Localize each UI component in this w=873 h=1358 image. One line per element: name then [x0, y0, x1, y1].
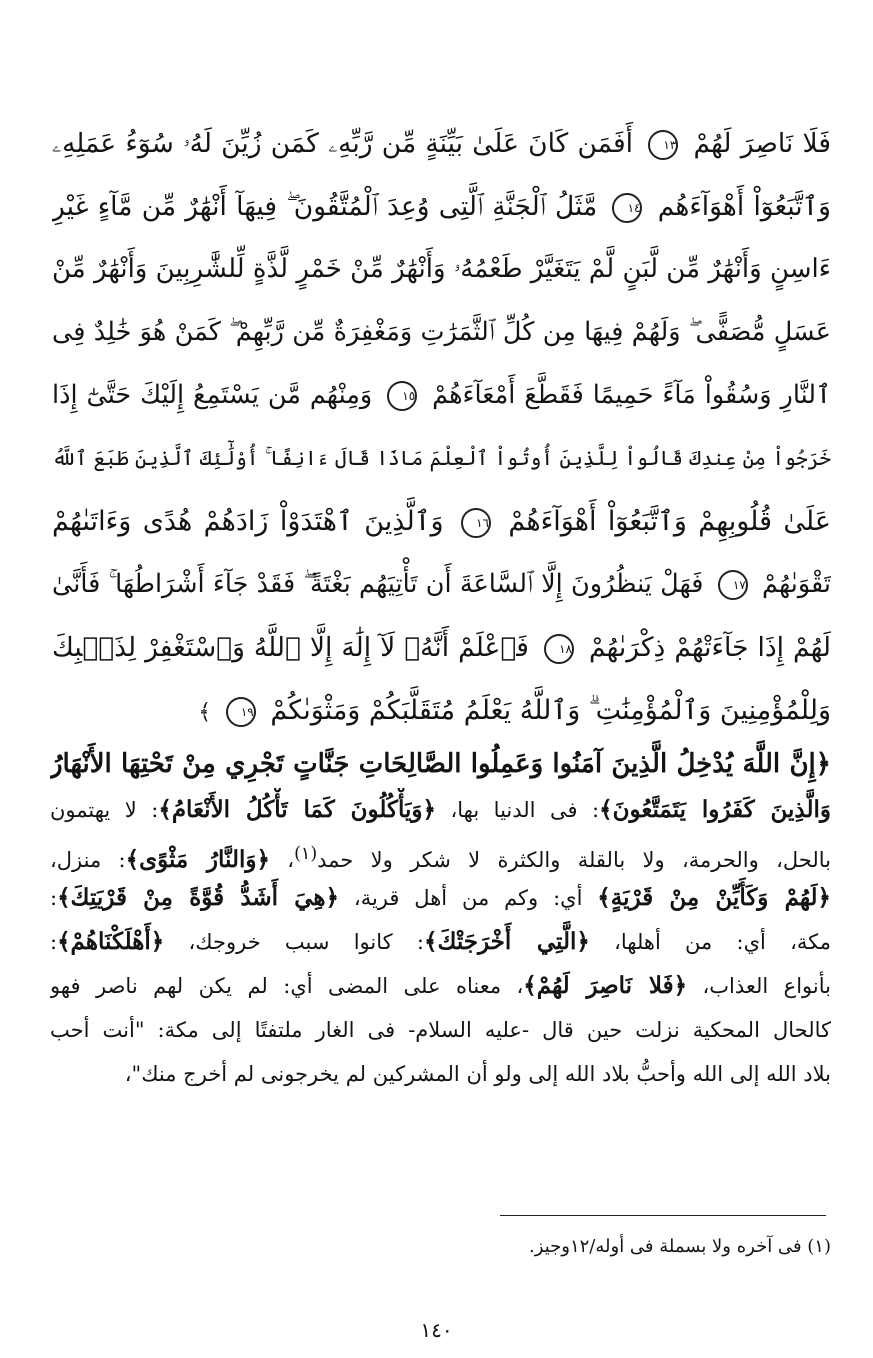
footnote-divider: [500, 1215, 826, 1216]
commentary-text: : كانوا سبب خروجك،: [188, 930, 424, 954]
quran-text-block: [52, 112, 831, 742]
quoted-verse: ﴿فَلا نَاصِرَ لَهُمْ﴾: [523, 972, 688, 999]
ayah-number-marker: ١٤: [612, 193, 642, 223]
verse-text: عَسَلٍ مُّصَفًّى ۖ وَلَهُمْ فِيهَا مِن كُلِّ ٱلثَّمَرَٰتِ وَمَغْفِرَةٌ مِّن رَّبِّهِمْ ۖ كَمَنْ هُوَ خَٰلِدٌ فِى: [52, 317, 831, 347]
commentary-text: ،: [287, 848, 295, 872]
ayah-number-marker: ١٨: [544, 634, 574, 664]
quoted-verse: ﴿هِيَ أَشَدُّ قُوَّةً مِنْ قَرْيَتِكَ﴾: [57, 884, 340, 911]
commentary-text: بأنواع العذاب،: [702, 974, 831, 998]
tafsir-line: [50, 740, 831, 788]
ayah-number-marker: ١٥: [387, 381, 417, 411]
tafsir-line: [50, 832, 831, 876]
ayah-number-marker: ١٩: [226, 697, 256, 727]
quran-line: [52, 112, 831, 175]
commentary-text: : فى الدنيا بها،: [450, 798, 600, 822]
footnote: (١) فى آخره ولا بسملة فى أوله/١٢وجيز.: [529, 1236, 831, 1257]
tafsir-line: [50, 964, 831, 1008]
quoted-verse: ﴿إِنَّ اللَّهَ يُدْخِلُ الَّذِينَ آمَنُوا وَعَمِلُوا الصَّالِحَاتِ جَنَّاتٍ تَجْرِي مِنْ تَحْتِهَا الأَنْهَارُ: [50, 749, 831, 779]
quoted-verse: ﴿وَيَأْكُلُونَ كَمَا تَأْكُلُ الأَنْعَامُ﴾: [158, 796, 436, 823]
verse-text: لَهُمْ إِذَا جَآءَتْهُمْ ذِكْرَىٰهُمْ: [589, 632, 831, 663]
verse-text: وَمِنْهُم مَّن يَسْتَمِعُ إِلَيْكَ حَتَّىٰٓ إِذَا: [52, 380, 373, 410]
verse-text: فَهَلْ يَنظُرُونَ إِلَّا ٱلسَّاعَةَ أَن تَأْتِيَهُم بَغْتَةً ۖ فَقَدْ جَآءَ أَشْرَاطُهَا ۚ فَأَنَّىٰ: [52, 569, 704, 599]
commentary-text: بالحل، والحرمة، ولا بالقلة والكثرة لا شكر ولا حمد: [317, 848, 831, 872]
quoted-verse: ﴿لَهُمْ وَكَأَيِّنْ مِنْ قَرْيَةٍ﴾: [597, 884, 831, 911]
tafsir-line: [50, 1008, 831, 1052]
quran-line: [52, 175, 831, 238]
tafsir-line: [50, 920, 831, 964]
commentary-text: أي: وكم من أهل قرية،: [353, 886, 583, 910]
commentary-text: كالحال المحكية نزلت حين قال -عليه السلام- فى الغار ملتفتًا إلى مكة: "أنت أحب: [50, 1018, 831, 1042]
quoted-verse: وَالَّذِينَ كَفَرُوا يَتَمَتَّعُونَ﴾: [599, 796, 831, 823]
verse-text: فَٱعْلَمْ أَنَّهُۥ لَآ إِلَٰهَ إِلَّا ٱللَّهُ وَٱسْتَغْفِرْ لِذَنۢبِكَ: [52, 632, 529, 663]
quoted-verse: ﴿أَهْلَكْنَاهُمْ﴾: [57, 928, 165, 955]
ayah-number-marker: ١٣: [648, 130, 678, 160]
verse-text: عَلَىٰ قُلُوبِهِمْ وَٱتَّبَعُوٓاْ أَهْوَآءَهُمْ: [508, 506, 831, 537]
tafsir-line: [50, 788, 831, 832]
ayah-number-marker: ١٧: [718, 570, 748, 600]
tafsir-commentary-block: [50, 740, 831, 1096]
verse-text: خَرَجُواْ مِنْ عِندِكَ قَالُواْ لِلَّذِينَ أُوتُواْ ٱلْعِلْمَ مَاذَا قَالَ ءَانِفًا ۚ أُوْلَٰٓئِكَ ٱلَّذِينَ طَبَعَ ٱللَّهُ: [52, 446, 831, 470]
closing-bracket: ﴾: [198, 700, 212, 725]
tafsir-line: [50, 876, 831, 920]
quran-line: [52, 427, 831, 490]
commentary-text: : منزل،: [50, 848, 126, 872]
quran-line: [52, 490, 831, 553]
ayah-number-marker: ١٦: [461, 508, 491, 538]
quran-line: [52, 553, 831, 616]
quran-line: [52, 238, 831, 301]
quran-line: [52, 679, 831, 742]
verse-text: فَلَا نَاصِرَ لَهُمْ: [693, 128, 831, 159]
verse-text: تَقْوَىٰهُمْ: [762, 569, 831, 599]
quran-line: [52, 616, 831, 679]
verse-text: مَّثَلُ ٱلْجَنَّةِ ٱلَّتِى وُعِدَ ٱلْمُتَّقُونَ ۖ فِيهَآ أَنْهَٰرٌ مِّن مَّآءٍ غَيْرِ: [52, 191, 598, 222]
verse-text: أَفَمَن كَانَ عَلَىٰ بَيِّنَةٍ مِّن رَّبِّهِۦ كَمَن زُيِّنَ لَهُۥ سُوٓءُ عَمَلِهِۦ: [52, 128, 634, 159]
verse-text: ءَاسِنٍ وَأَنْهَٰرٌ مِّن لَّبَنٍ لَّمْ يَتَغَيَّرْ طَعْمُهُۥ وَأَنْهَٰرٌ مِّنْ خَمْرٍ لَّذَّةٍ لِّلشَّٰرِبِينَ وَأَنْهَٰرٌ مِّنْ: [52, 254, 831, 284]
verse-text: وَٱلَّذِينَ ٱهْتَدَوْاْ زَادَهُمْ هُدًى وَءَاتَىٰهُمْ: [52, 506, 444, 537]
verse-text: وَلِلْمُؤْمِنِينَ وَٱلْمُؤْمِنَٰتِ ۗ وَٱللَّهُ يَعْلَمُ مُتَقَلَّبَكُمْ وَمَثْوَىٰكُمْ: [270, 695, 831, 726]
page-number: ١٤٠: [420, 1318, 453, 1342]
quoted-verse: ﴿وَالنَّارُ مَثْوًى﴾: [125, 846, 270, 873]
quoted-verse: ﴿الَّتِي أَخْرَجَتْكَ﴾: [423, 928, 590, 955]
commentary-text: :: [50, 886, 58, 910]
commentary-text: : لا يهتمون: [50, 798, 159, 822]
commentary-text: بلاد الله إلى الله وأحبُّ بلاد الله إلى ولو أن المشركين لم يخرجونى لم أخرج منك"،: [124, 1062, 831, 1086]
quran-line: [52, 364, 831, 427]
commentary-text: :: [50, 930, 58, 954]
footnote-marker: (١): [294, 844, 318, 864]
verse-text: وَٱتَّبَعُوٓاْ أَهْوَآءَهُم: [657, 191, 831, 222]
commentary-text: ، معناه على المضى أي: لم يكن لهم ناصر فهو: [50, 974, 524, 998]
verse-text: ٱلنَّارِ وَسُقُواْ مَآءً حَمِيمًا فَقَطَّعَ أَمْعَآءَهُمْ: [432, 380, 831, 410]
commentary-text: مكة، أي: من أهلها،: [614, 930, 831, 954]
quran-line: [52, 301, 831, 364]
tafsir-line: [50, 1052, 831, 1096]
